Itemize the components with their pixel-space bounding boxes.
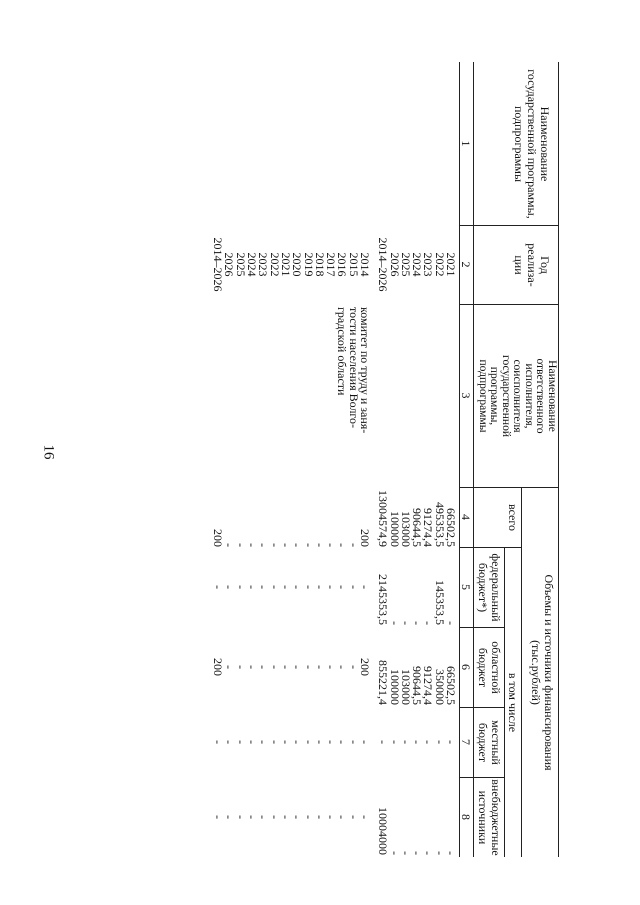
section2-extra: - - - - - - - - - - - - - - [211,815,372,819]
section2-regional: 200 - - - - - - - - - - - - 200 [211,658,372,676]
col-number-1: 1 [459,140,473,147]
page-number: 16 [40,444,57,460]
section2-total: 200 - - - - - - - - - - - - 200 [211,529,372,547]
col-number-8: 8 [459,814,473,820]
financing-table [41,62,559,857]
header-regional: областной бюджет [476,641,503,694]
col-number-5: 5 [459,584,473,590]
including-divider [504,547,505,857]
col-number-6: 6 [459,664,473,670]
funding-header-divider [521,487,522,857]
column-number-top [473,62,474,857]
section1-total: 66502,5 495353,5 91274,4 90644,5 103000 100000 13004574,9 [376,490,458,547]
header-local: местный бюджет [476,720,503,765]
header-program-name: Наименование государственной программы, подпрограммы [512,69,552,219]
section2-years: 2014 2015 2016 2017 2018 2019 2020 2021 2022 2023 2024 2025 2026 2014–2026 [211,237,372,292]
header-including: в том числе [506,672,520,733]
header-total: всего [506,503,520,532]
section1-local: - - - - - - - [376,740,458,744]
col-number-7: 7 [459,739,473,745]
table-top-border [558,62,559,857]
section1-regional: 66502,5 350000 91274,4 90644,5 103000 100000 855221,4 [376,660,458,705]
header-executor: Наименование ответственного исполнителя, соисполнителя государственной программы, подпрограммы [477,355,558,437]
section2-local: - - - - - - - - - - - - - - [211,740,372,744]
col-number-3: 3 [459,392,473,399]
section2-executor: комитет по труду и заня- тости населения Волго- градской области [335,307,372,434]
section1-years: 2021 2022 2023 2024 2025 2026 2014–2026 [376,237,458,292]
col-number-4: 4 [459,514,473,520]
header-funding: Объемы и источники финансирования (тыс.рублей) [529,574,556,771]
header-federal: федеральный бюджет*) [476,553,503,622]
section2-federal: - - - - - - - - - - - - - - [211,585,372,589]
header-year: Год реализа- ции [512,243,552,287]
col-number-2: 2 [459,261,473,268]
section1-extra: - - - - - - 10004000 [376,807,458,855]
section1-federal: - 145353,5 - - - - 2145353,5 [376,574,458,625]
header-extra: внебюджетные источники [476,779,503,856]
